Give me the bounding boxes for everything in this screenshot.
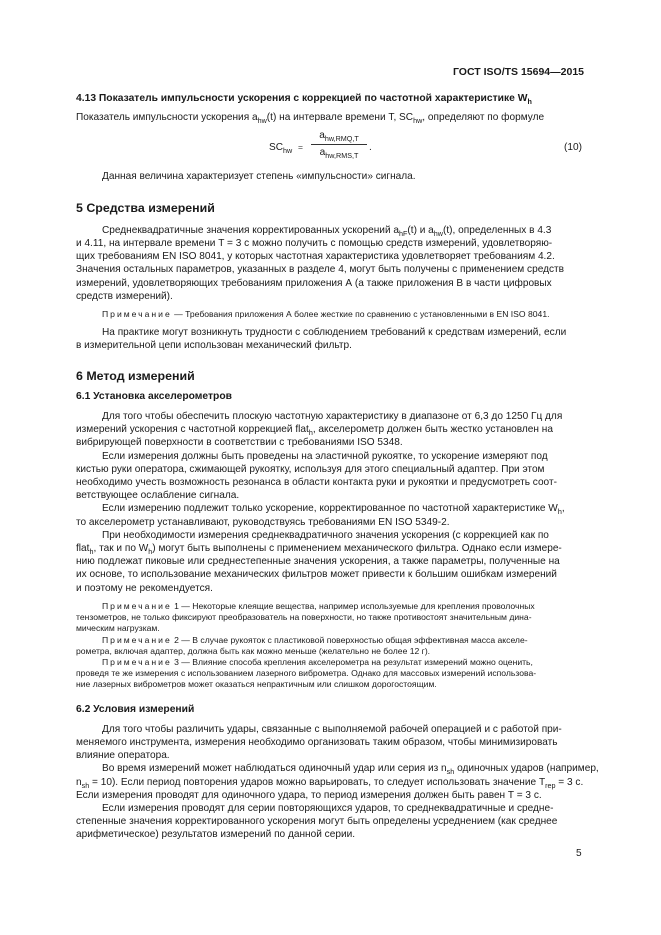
note: Примечание 3 — Влияние способа крепления акселерометра на результат измерений можно оценить, проведя те же измерения с использованием лазерного виброметра. Однако для массовых измерений использова- ние лазерных виброметров может оказаться непрактичным или слишком дорогостоящим. [76,656,537,690]
note: Примечание 1 — Некоторые клеящие вещества, например используемые для крепления проволочных тензометров, не только фиксируют преобразователь на поверхности, но также противостоят значительным дина- мическим нагрузкам. [76,600,535,634]
paragraph: Среднеквадратичные значения корректированных ускорений $a_{hF}(t)$ и $a_{hw}(t)$, определенных в 4.3 и 4.11, на интервале времени T = 3 с можно получить с помощью средств измерений, удовлетворяю- щих требованиям EN ISO 8041, у которых частотная характеристика удовлетворяет требованиям 4.2. Значения остальных параметров, указанных в разделе 4, могут быть получены с применением средств измерений, удовлетворяющих требованиям приложения А (а также приложения В в части цифровых средств измерений). [76,224,565,302]
paragraph: Показатель импульсности ускорения $a_{hw}(t)$ на интервале времени T, $SC_{hw}$, определяют по формуле [76,112,545,126]
formula-fraction [311,129,367,158]
section-5-heading: 5 Средства измерений [76,200,215,215]
formula-denominator: $a_{hw,RMS,T}$ [319,146,359,160]
paragraph: Для того чтобы обеспечить плоскую частотную характеристику в диапазоне от 6,3 до 1250 Гц для измерений ускорения с частотной коррекцией flat$_h$, акселерометр должен быть жестко установлен на вибрирующей поверхности в соответствии с требованиями ISO 5348. [76,411,563,449]
page-body [76,86,599,842]
paragraph: Данная величина характеризует степень «импульсности» сигнала. [102,171,416,183]
section-6-1-heading: 6.1 Установка акселерометров [76,390,232,402]
paragraph: Если измерения проводят для серии повторяющихся ударов, то среднеквадратичные и средне- степенные значения корректированного ускорения могут быть определены усреднением (как среднее арифметическое) результатов измерений по данной серии. [76,802,558,841]
formula-lhs: $SC_{hw}$ [269,142,293,156]
paragraph: Если измерению подлежит только ускорение, корректированное по частотной характеристике $W_h$, то акселерометр устанавливают, руководствуясь требованиями EN ISO 5349-2. [76,503,565,528]
formula-number: (10) [564,142,582,154]
note: Примечание — Требования приложения А более жесткие по сравнению с установленными в EN ISO 8041. [102,309,550,320]
formula-10 [76,128,583,168]
note: Примечание 2 — В случае рукояток с пластиковой поверхностью общая эффективная масса акселе- рометра, включая адаптер, должна быть как можно меньше (желательно не более 12 г). [76,634,528,656]
formula-numerator: $a_{hw,RMQ,T}$ [311,129,367,144]
paragraph: Если измерения должны быть проведены на эластичной рукоятке, то ускорение измеряют под кистью руки оператора, сжимающей рукоятку, используя для этого специальный адаптер. При этом необходимо учесть возможность резонанса в области контакта руки и рукоятки и предусмотреть соот- ветствующее ослабление сигнала. [76,450,557,502]
page-number: 5 [576,848,582,859]
section-6-2-heading: 6.2 Условия измерений [76,703,195,715]
section-6-heading: 6 Метод измерений [76,368,195,383]
paragraph: На практике могут возникнуть трудности с соблюдением требований к средствам измерений, если в измерительной цепи использован механический фильтр. [76,327,567,352]
section-4-13-heading: 4.13 Показатель импульсности ускорения с коррекцией по частотной характеристике $W_h$ [76,93,532,107]
paragraph: Для того чтобы различить удары, связанные с выполняемой рабочей операцией и с работой при- меняемого инструмента, измерения необходимо организовать таким образом, чтобы минимизировать влияние оператора. [76,723,562,762]
standard-header: ГОСТ ISO/TS 15694—2015 [452,66,584,78]
formula-equals: = [298,142,303,153]
formula-period: . [369,142,372,154]
paragraph: Во время измерений может наблюдаться одиночный удар или серия из $n_{sh}$ одиночных ударов (например, $n_{sh} = 10$). Если период повторения ударов можно варьировать, то следует использовать значение $T_{rep} = 3$ с. Если измерения проводят для одиночного удара, то период измерения должен быть равен T = 3 с. [76,763,599,801]
paragraph: При необходимости измерения среднеквадратичного значения ускорения (с коррекцией как по flat$_h$, так и по $W_h$) могут быть выполнены с применением механического фильтра. Однако если измере- нию подлежат пиковые или среднестепенные значения ускорения, а также параметры, полученные на их основе, то использование механических фильтров может привести к большим ошибкам измерений и поэтому не рекомендуется. [76,529,562,594]
